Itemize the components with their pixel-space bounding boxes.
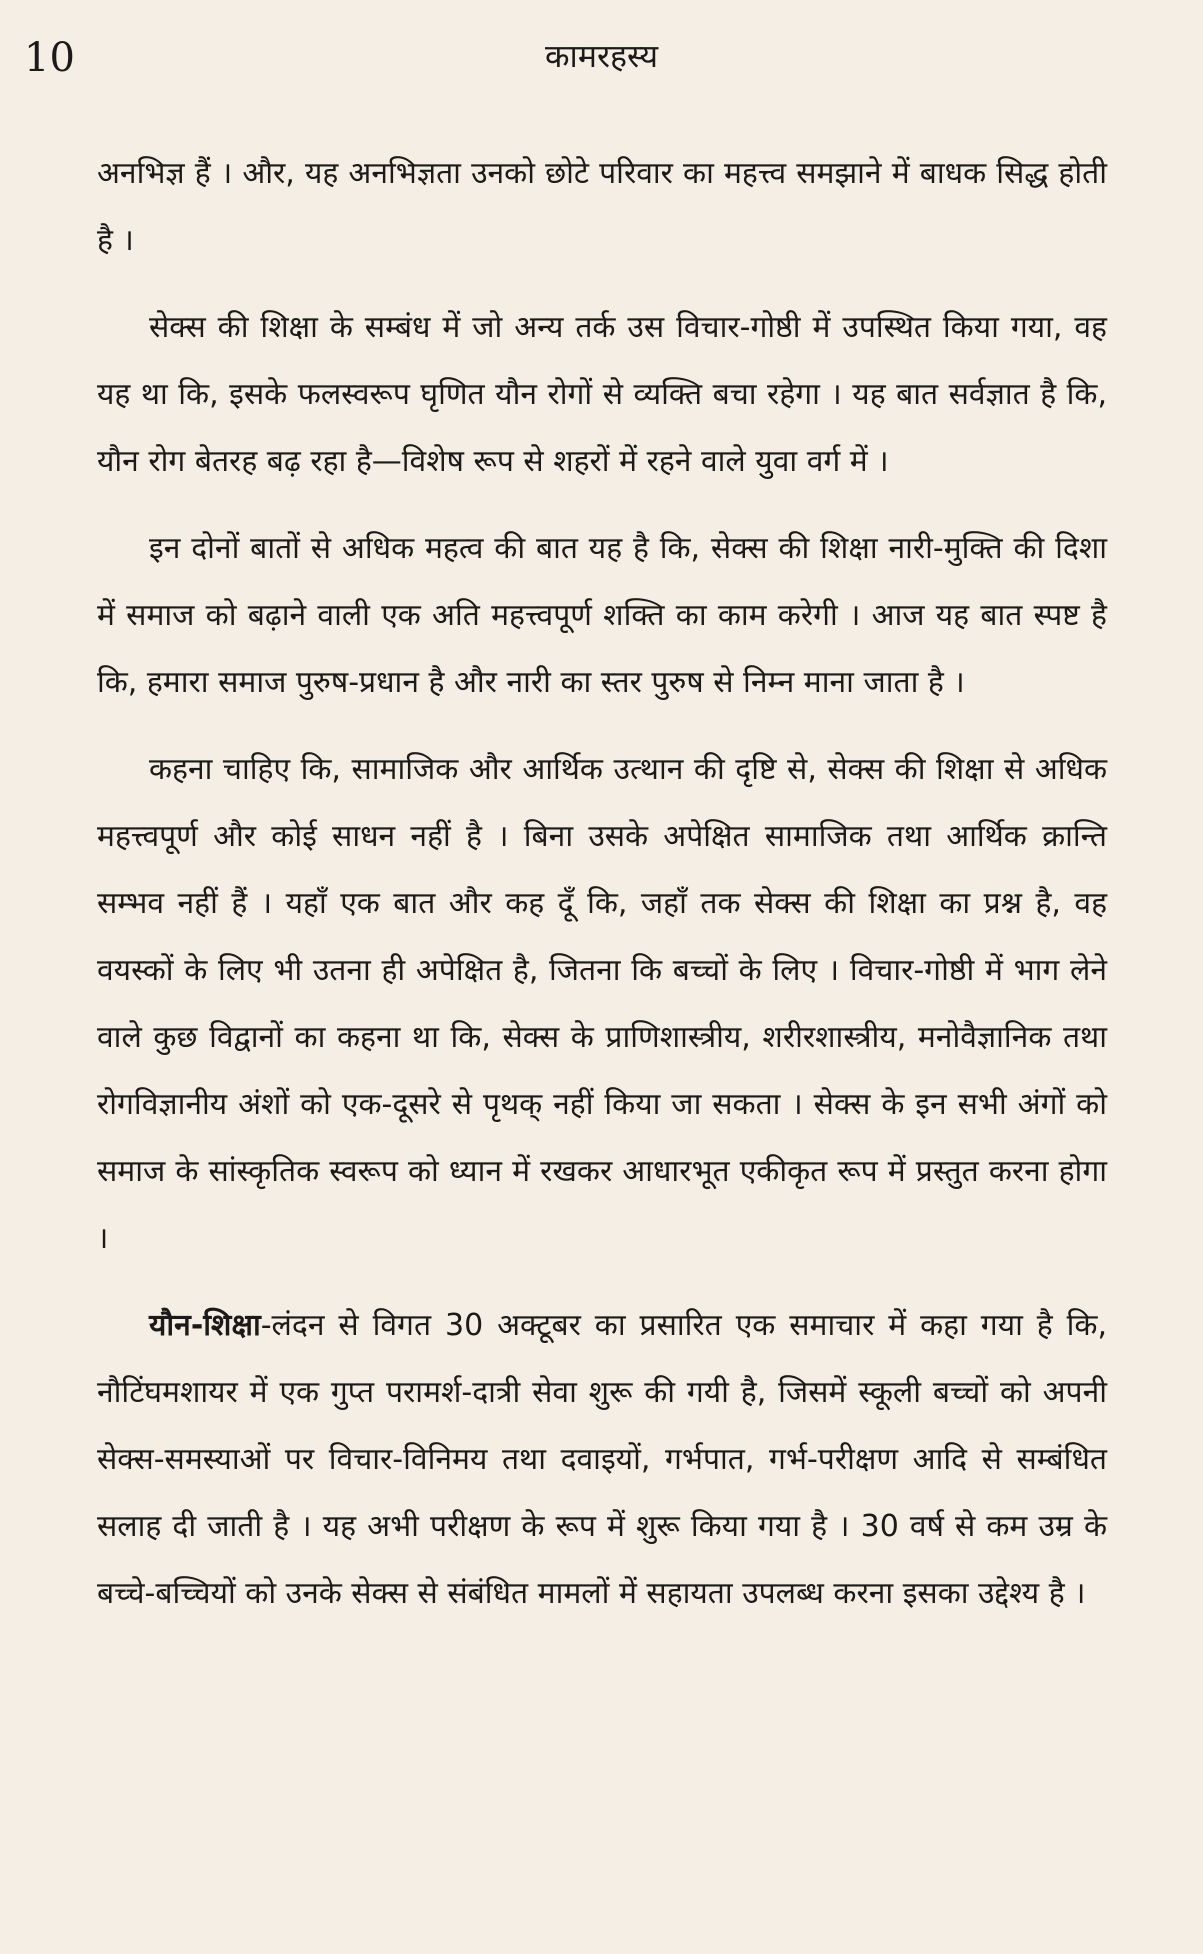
paragraph-4: कहना चाहिए कि, सामाजिक और आर्थिक उत्थान की दृष्टि से, सेक्स की शिक्षा से अधिक महत्त्वपूर्ण और कोई साधन नहीं है । बिना उसके अपेक्षित सामाजिक तथा आर्थिक क्रान्ति सम्भव नहीं हैं । यहाँ एक बात और कह दूँ कि, जहाँ तक सेक्स की शिक्षा का प्रश्न है, वह वयस्कों के लिए भी उतना ही अपेक्षित है, जितना कि बच्चों के लिए । विचार-गोष्ठी में भाग लेने वाले कुछ विद्वानों का कहना था कि, सेक्स के प्राणिशास्त्रीय, शरीरशास्त्रीय, मनोवैज्ञानिक तथा रोगविज्ञानीय अंशों को एक-दूसरे से पृथक् नहीं किया जा सकता । सेक्स के इन सभी अंगों को समाज के सांस्कृतिक स्वरूप को ध्यान में रखकर आधारभूत एकीकृत रूप में प्रस्तुत करना होगा । — [97, 752, 1107, 1256]
paragraph-3: इन दोनों बातों से अधिक महत्व की बात यह है कि, सेक्स की शिक्षा नारी-मुक्ति की दिशा में समाज को बढ़ाने वाली एक अति महत्त्वपूर्ण शक्ति का काम करेगी । आज यह बात स्पष्ट है कि, हमारा समाज पुरुष-प्रधान है और नारी का स्तर पुरुष से निम्न माना जाता है । — [97, 531, 1107, 700]
paragraph-1: अनभिज्ञ हैं । और, यह अनभिज्ञता उनको छोटे परिवार का महत्त्व समझाने में बाधक सिद्ध होती है । — [97, 156, 1107, 258]
body-text — [97, 140, 1107, 1647]
paragraph-5-text: -लंदन से विगत 30 अक्टूबर का प्रसारित एक समाचार में कहा गया है कि, नौटिंघमशायर में एक गुप्त परामर्श-दात्री सेवा शुरू की गयी है, जिसमें स्कूली बच्चों को अपनी सेक्स-समस्याओं पर विचार-विनिमय तथा दवाइयों, गर्भपात, गर्भ-परीक्षण आदि से सम्बंधित सलाह दी जाती है । यह अभी परीक्षण के रूप में शुरू किया गया है । 30 वर्ष से कम उम्र के बच्चे-बच्चियों को उनके सेक्स से संबंधित मामलों में सहायता उपलब्ध करना इसका उद्देश्य है । — [97, 1308, 1107, 1611]
section-lead-heading: यौन-शिक्षा — [149, 1308, 261, 1343]
running-title: कामरहस्य — [544, 37, 659, 75]
paragraph-2: सेक्स की शिक्षा के सम्बंध में जो अन्य तर्क उस विचार-गोष्ठी में उपस्थित किया गया, वह यह था कि, इसके फलस्वरूप घृणित यौन रोगों से व्यक्ति बचा रहेगा । यह बात सर्वज्ञात है कि, यौन रोग बेतरह बढ़ रहा है—विशेष रूप से शहरों में रहने वाले युवा वर्ग में । — [97, 310, 1107, 479]
paragraph-5 — [97, 1292, 1107, 1627]
page-number: 10 — [24, 35, 75, 81]
